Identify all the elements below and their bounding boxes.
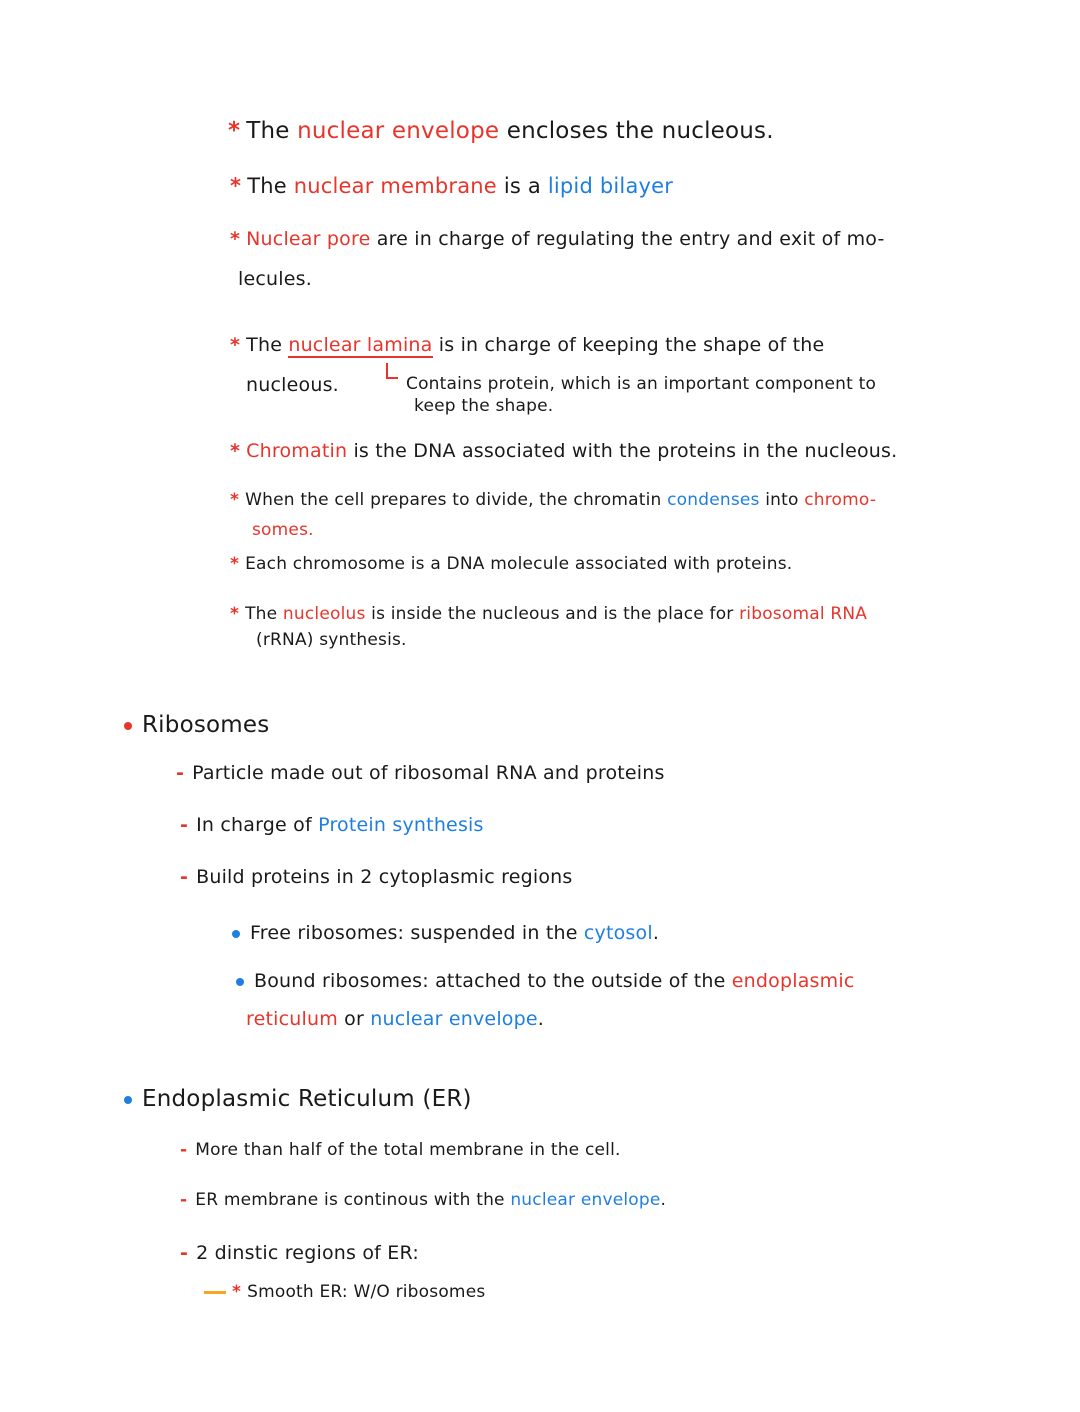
term-nuclear-membrane: nuclear membrane xyxy=(293,174,497,198)
er-item-1: - More than half of the total membrane in the cell. xyxy=(180,1140,621,1160)
dash-bullet: - xyxy=(180,814,189,836)
bullet-dot-icon xyxy=(232,930,240,938)
term-protein-synthesis: Protein synthesis xyxy=(318,814,484,836)
section-er-heading: Endoplasmic Reticulum (ER) xyxy=(124,1086,472,1112)
dash-bullet: - xyxy=(176,762,185,784)
term-lipid-bilayer: lipid bilayer xyxy=(547,174,674,198)
dash-bullet: - xyxy=(180,1140,188,1160)
note-cell-divide: * When the cell prepares to divide, the chromatin condenses into chromo- xyxy=(230,490,877,510)
dash-bullet: - xyxy=(180,1190,188,1210)
er-item-2: - ER membrane is continous with the nuclear envelope. xyxy=(180,1190,667,1210)
star-bullet: * xyxy=(230,174,242,198)
note-nucleolus-cont: (rRNA) synthesis. xyxy=(256,630,407,650)
note-lamina-sub2: keep the shape. xyxy=(414,396,554,416)
note-chromosome: * Each chromosome is a DNA molecule associated with proteins. xyxy=(230,554,793,574)
term-nuclear-envelope: nuclear envelope xyxy=(297,118,500,144)
star-bullet: * xyxy=(230,334,241,356)
dash-bullet: - xyxy=(180,1242,189,1264)
note-nuclear-pore-cont: lecules. xyxy=(238,268,312,290)
term-nuclear-pore: Nuclear pore xyxy=(246,228,371,250)
note-nuclear-lamina-cont: nucleous. xyxy=(246,374,339,396)
bound-ribosomes-cont: reticulum or nuclear envelope. xyxy=(246,1008,545,1030)
star-bullet: * xyxy=(228,118,241,144)
star-bullet: * xyxy=(230,554,240,574)
note-chromatin: * Chromatin is the DNA associated with the proteins in the nucleous. xyxy=(230,440,898,462)
dash-bullet: - xyxy=(180,866,189,888)
star-bullet: * xyxy=(232,1282,242,1302)
ribosomes-item-1: - Particle made out of ribosomal RNA and proteins xyxy=(176,762,665,784)
term-cytosol: cytosol xyxy=(583,922,653,944)
arrow-hook-icon xyxy=(386,363,398,379)
free-ribosomes: Free ribosomes: suspended in the cytosol. xyxy=(232,922,659,944)
note-nuclear-envelope: * The nuclear envelope encloses the nucleous. xyxy=(228,118,774,144)
bullet-dot-icon xyxy=(236,978,244,986)
bound-ribosomes: Bound ribosomes: attached to the outside of the endoplasmic xyxy=(236,970,854,992)
er-smooth: * Smooth ER: W/O ribosomes xyxy=(204,1282,485,1302)
er-item-3: - 2 dinstic regions of ER: xyxy=(180,1242,419,1264)
orange-connector-icon xyxy=(204,1291,226,1294)
term-nuclear-envelope: nuclear envelope xyxy=(370,1008,538,1030)
note-lamina-sub1: Contains protein, which is an important component to xyxy=(406,374,877,394)
note-nuclear-pore: * Nuclear pore are in charge of regulating the entry and exit of mo- xyxy=(230,228,885,250)
note-nuclear-membrane: * The nuclear membrane is a lipid bilayer xyxy=(230,174,674,198)
term-nuclear-lamina: nuclear lamina xyxy=(288,334,433,356)
term-chromosomes: chromo- xyxy=(804,490,877,510)
term-nuclear-envelope: nuclear envelope xyxy=(510,1190,661,1210)
term-condenses: condenses xyxy=(667,490,760,510)
star-bullet: * xyxy=(230,490,240,510)
star-bullet: * xyxy=(230,440,241,462)
note-nuclear-lamina: * The nuclear lamina is in charge of keeping the shape of the xyxy=(230,334,825,356)
term-reticulum: reticulum xyxy=(246,1008,338,1030)
ribosomes-item-3: - Build proteins in 2 cytoplasmic regions xyxy=(180,866,573,888)
ribosomes-item-2: - In charge of Protein synthesis xyxy=(180,814,484,836)
star-bullet: * xyxy=(230,604,240,624)
term-chromatin: Chromatin xyxy=(246,440,348,462)
bullet-dot-icon xyxy=(124,722,132,730)
section-ribosomes-heading: Ribosomes xyxy=(124,712,269,738)
note-nucleolus: * The nucleolus is inside the nucleous and is the place for ribosomal RNA xyxy=(230,604,868,624)
term-endoplasmic: endoplasmic xyxy=(731,970,855,992)
term-ribosomal-rna: ribosomal RNA xyxy=(739,604,868,624)
star-bullet: * xyxy=(230,228,241,250)
term-nucleolus: nucleolus xyxy=(282,604,366,624)
bullet-dot-icon xyxy=(124,1096,132,1104)
note-cell-divide-cont: somes. xyxy=(252,520,314,540)
